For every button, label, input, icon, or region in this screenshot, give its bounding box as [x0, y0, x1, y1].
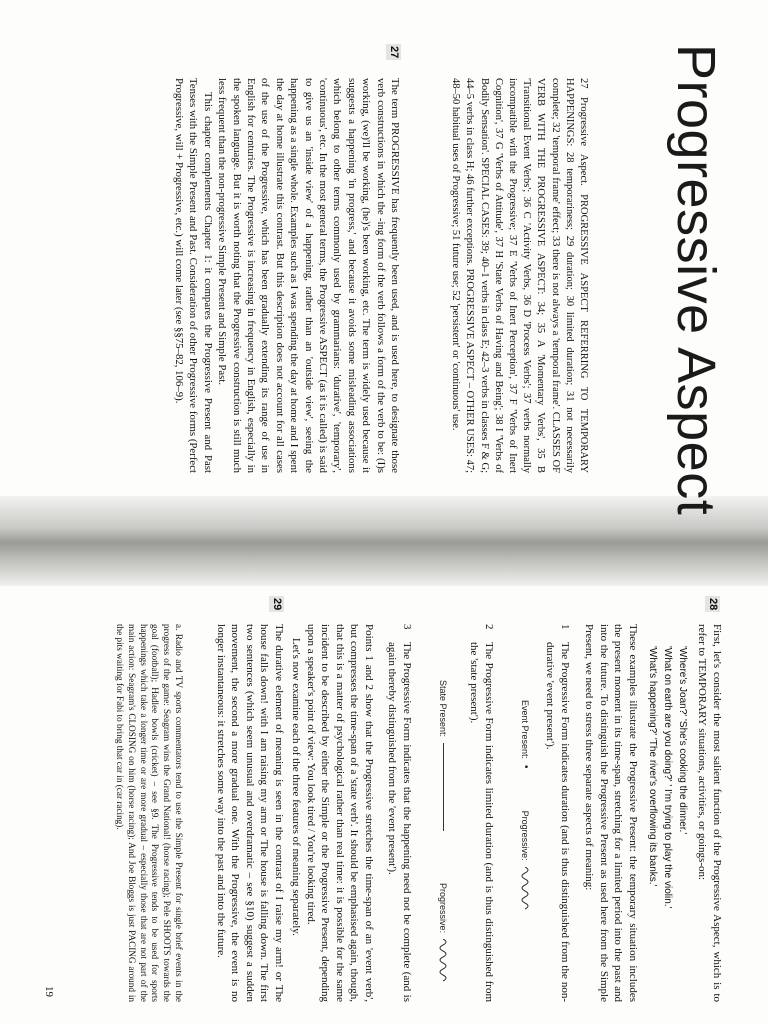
event-dot-icon: • [520, 765, 531, 769]
point-text: The Progressive Form indicates that the happening need not be complete (and is again thereby distinguished from the 'event present'). [386, 642, 413, 1002]
section-27-body [172, 78, 403, 473]
state-vs-progressive-diagram [435, 680, 450, 983]
example-line: 'What on earth are you doing?' ' I'm trying to play the violin.' [662, 646, 673, 909]
points-discussion [288, 624, 376, 1002]
section-29-note: a. Radio and TV sports commentators tend to use the Simple Present for single brief events in the progress of the game: Seagram wins the Grand National! (horse racing); Pele SHOOTS towards the goal (football); Hadlee bowls (cricket) – see §9. The Progressive tends to be used for sports happenings which take a longer time or are more gradual – especially those that are not part of the main action: Seagram's CLOSING on him (horse racing); And Joe Bloggs is just PACING around in the pits waiting for Fabi to bring that car in (car racing). [115, 624, 184, 1002]
meaning-point-3 [385, 624, 414, 1002]
points-paragraph-2: Let's now examine each of the three features of meaning separately. [290, 638, 303, 936]
meaning-point-2 [467, 624, 496, 1002]
section-29-number: 29 [271, 598, 283, 611]
page-number: 19 [43, 986, 55, 997]
straight-line-icon [443, 743, 444, 831]
section-27-paragraph-2: This chapter complements Chapter 1: it compares the Progressive Present and Past Tenses with the Simple Present and Past. Consideration of other Progressive forms (Perfect Progressive, will + Progressive, etc.) will come later (see §§75–82, 106–9). [172, 78, 214, 473]
event-vs-progressive-diagram [517, 700, 532, 911]
wavy-line-icon [519, 867, 531, 911]
diagram-label-event-present: Event Present: [520, 700, 530, 760]
section-27-paragraph-1: The term PROGRESSIVE has frequently been used, and is used here, to designate those verb constructions in which the -ing form of the verb follows a form of the verb to be: (I)s working, (we)'ll be working, (he)'s been working, etc. The term is widely used because it suggests a happening 'in progress,' and because it avoids some misleading associations which belong to other terms commonly used by grammarians: 'durative', 'temporary', 'continuous', etc. In the most general terms, the Progressive ASPECT (as it is called) is said to give us an 'inside view' of a happening, rather than an 'outside view', seeing the happening as a single whole. Examples such as I was spending the day at home and I spent the day at home illustrate this contrast. But this description does not account for all cases of the use of the Progressive, which has been gradually extending its range of use in English for centuries. The Progressive is increasing in frequency in English, especially in the spoken language. But it is worth noting that the Progressive construction is still much less frequent than the non-progressive Simple Present and Simple Past. [216, 78, 401, 473]
book-gutter [0, 496, 768, 586]
section-28-intro: First, let's consider the most salient function of the Progressive Aspect, which is to refer to TEMPORARY situations, activities, or goings-on: [696, 624, 723, 1002]
section-27-number: 27 [388, 46, 400, 59]
diagram-label-progressive: Progressive: [520, 810, 530, 861]
wavy-line-icon [437, 939, 449, 983]
point-number: 1 [559, 624, 571, 630]
point-text: The Progressive Form indicates limited duration (and is thus distinguished from the 'state present'). [468, 642, 495, 1002]
meaning-point-1 [543, 624, 572, 1002]
point-text: The Progressive Form indicates duration (and is thus distinguished from the non-durative 'event present'). [544, 642, 571, 1002]
points-paragraph: Points 1 and 2 show that the Progressive stretches the time-span of an 'event verb', but compresses the time-span of a 'state verb'. It should be emphasised again, though, that this is a matter of psychological rather than real time: it is possible for the same incident to be described by either the Simple or the Progressive Present, depending upon a speaker's point of view: You look tired / You're looking tired. [304, 624, 375, 1002]
section-28-number: 28 [707, 598, 719, 611]
chapter-summary: 27 Progressive Aspect. PROGRESSIVE ASPECT REFERRING TO TEMPORARY HAPPENINGS: 28 temporariness; 29 duration; 30 limited duration; 31 not necessarily complete; 32 'temporal frame' effect; 33 there is not always a 'temporal frame'. CLASSES OF VERB WITH THE PROGRESSIVE ASPECT: 34; 35 A 'Momentary Verbs', 35 B 'Transitional Event Verbs'; 36 C 'Activity Verbs, 36 D 'Process Verbs'; 37 verbs normally incompatible with the Progressive; 37 E 'Verbs of Inert Perception', 37 F 'Verbs of Inert Cognition', 37 G 'Verbs of Attitude', 37 H 'State Verbs of Having and Being'; 38 I 'Verbs of Bodily Sensation'. SPECIAL CASES: 39; 40–1 verbs in class E; 42–3 verbs in classes F & G; 44–5 verbs in class H; 46 further exceptions. PROGRESSIVE ASPECT – OTHER USES: 47; 48–50 habitual uses of Progressive; 51 future use; 52 'persistent' or 'continuous' use. [450, 78, 589, 473]
section-29-body: The durative element of meaning is seen in the contrast of I raise my arm! or The house falls down! with I am raising my arm or The house is falling down. The first two sentences (which seem unusual and overdramatic – see §10) suggest a sudden movement, the second a more gradual one. With the Progressive, the event is no longer instantaneous: it stretches some way into the past and into the future. [214, 624, 285, 1002]
point-number: 3 [401, 624, 413, 630]
diagram-label-progressive: Progressive: [438, 883, 448, 934]
point-number: 2 [483, 624, 495, 630]
right-page [0, 580, 768, 1024]
section-28-illustration: These examples illustrate the Progressive Present: the temporary situation includes the present moment in its time-span, stretching for a limited period into the past and into the future. To distinguish the Progressive Present as used here from the Simple Present, we need to stress three separate aspects of meaning: [583, 624, 639, 1002]
example-line: 'What's happening?' 'The river's overflowing its banks.' [647, 646, 658, 887]
diagram-label-state-present: State Present: [438, 680, 448, 738]
chapter-title: Progressive Aspect [666, 44, 726, 516]
example-line: 'Where's Joan?' 'She's cooking the dinner.' [677, 646, 688, 835]
example-dialogues [645, 646, 690, 1002]
